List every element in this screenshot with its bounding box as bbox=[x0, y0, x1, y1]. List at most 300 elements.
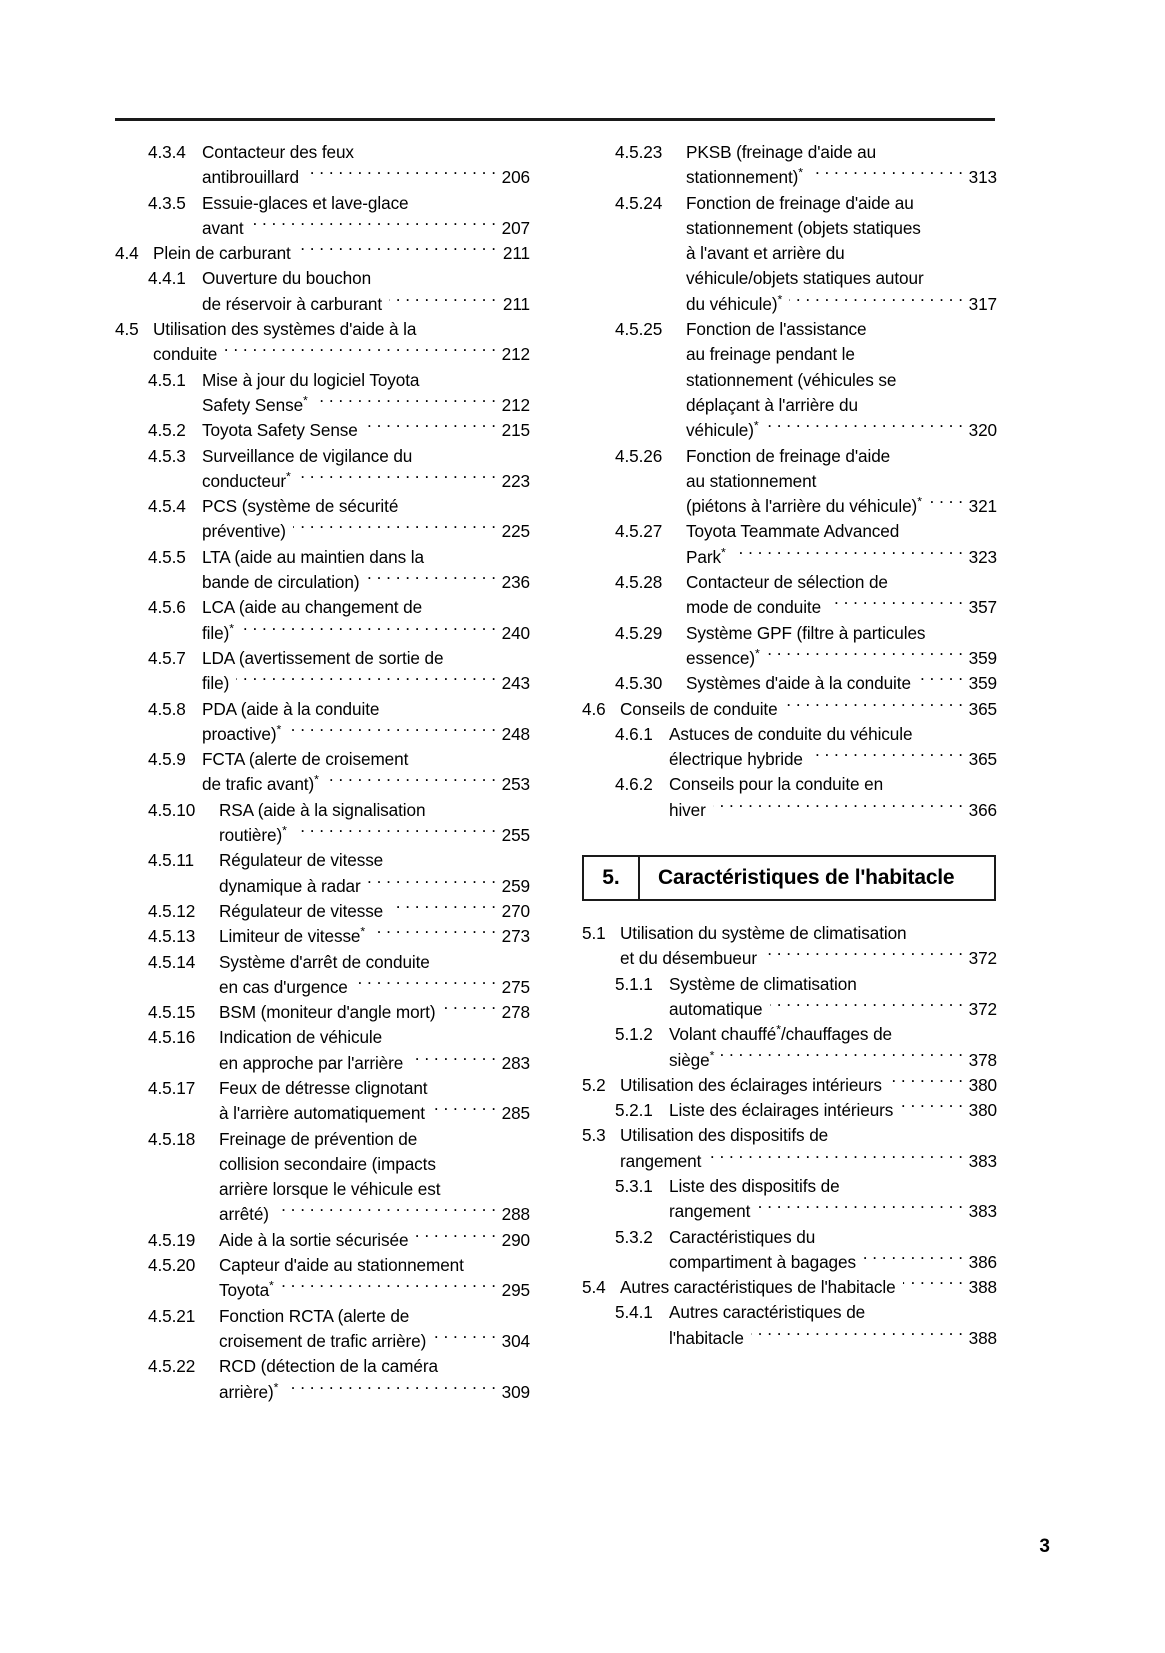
toc-entry[interactable] bbox=[615, 444, 997, 520]
toc-entry-title-line: Conseils pour la conduite en bbox=[669, 774, 884, 795]
toc-entry[interactable] bbox=[148, 444, 530, 495]
toc-entry-page-number: 273 bbox=[501, 926, 530, 947]
toc-entry[interactable] bbox=[582, 921, 997, 972]
footnote-asterisk: * bbox=[360, 924, 366, 939]
toc-entry[interactable] bbox=[148, 1253, 530, 1304]
toc-entry-last-line bbox=[686, 646, 997, 671]
toc-entry-page-number: 313 bbox=[968, 167, 997, 188]
toc-entry-title-line: file) bbox=[202, 673, 230, 694]
toc-entry-number: 4.5.2 bbox=[148, 420, 186, 441]
toc-entry[interactable] bbox=[615, 519, 997, 570]
toc-entry-title-line: Liste des dispositifs de bbox=[669, 1175, 840, 1196]
dot-leader bbox=[224, 343, 496, 360]
toc-entry-number: 5.3.2 bbox=[615, 1226, 653, 1247]
toc-entry-number: 4.5.24 bbox=[615, 192, 663, 213]
dot-leader bbox=[298, 470, 496, 487]
toc-entry[interactable] bbox=[615, 1022, 997, 1073]
toc-entry-page-number: 365 bbox=[968, 749, 997, 770]
toc-entry-number: 4.5.21 bbox=[148, 1305, 196, 1326]
toc-entry[interactable] bbox=[615, 1225, 997, 1276]
toc-entry-title-line: proactive)* bbox=[202, 722, 282, 744]
toc-entry-title-line: en approche par l'arrière bbox=[219, 1052, 404, 1073]
toc-entry-body bbox=[219, 1076, 530, 1127]
toc-entry-title-line: du véhicule)* bbox=[686, 292, 783, 314]
toc-entry[interactable] bbox=[582, 1073, 997, 1098]
toc-entry-title-line: Toyota Safety Sense bbox=[202, 420, 358, 441]
dot-leader bbox=[236, 672, 496, 689]
toc-entry-title-line: rangement bbox=[669, 1201, 751, 1222]
toc-entry-last-line bbox=[202, 469, 530, 494]
toc-right-entries-top bbox=[582, 140, 997, 823]
toc-entry-last-line bbox=[686, 292, 997, 317]
dot-leader bbox=[785, 697, 963, 714]
toc-entry-title-line: Fonction de l'assistance bbox=[686, 319, 867, 340]
toc-entry-page-number: 372 bbox=[968, 998, 997, 1019]
toc-entry-last-line bbox=[153, 241, 530, 266]
toc-entry[interactable] bbox=[148, 1354, 530, 1405]
toc-entry-number: 4.5.27 bbox=[615, 521, 663, 542]
toc-entry-number: 5.1 bbox=[582, 923, 606, 944]
toc-entry-title-line: stationnement (véhicules se bbox=[686, 369, 897, 390]
toc-entry-title-line: Park* bbox=[686, 545, 726, 567]
dot-leader bbox=[281, 1279, 496, 1296]
toc-entry-title-line: Toyota Teammate Advanced bbox=[686, 521, 900, 542]
footnote-asterisk: * bbox=[776, 1022, 781, 1037]
toc-entry-page-number: 380 bbox=[968, 1074, 997, 1095]
toc-entry[interactable] bbox=[148, 1076, 530, 1127]
toc-entry-body bbox=[219, 1304, 530, 1355]
toc-entry-body bbox=[686, 519, 997, 570]
toc-entry[interactable] bbox=[615, 191, 997, 317]
toc-entry-number: 4.5.3 bbox=[148, 445, 186, 466]
toc-entry-number: 5.1.2 bbox=[615, 1024, 653, 1045]
dot-leader bbox=[770, 998, 964, 1015]
toc-entry-title-line: conduite bbox=[153, 344, 218, 365]
toc-entry-page-number: 248 bbox=[501, 723, 530, 744]
toc-entry-body bbox=[219, 924, 530, 949]
toc-entry-title-line: antibrouillard bbox=[202, 167, 300, 188]
toc-entry-title-line: Caractéristiques du bbox=[669, 1226, 816, 1247]
toc-entry-number: 5.3 bbox=[582, 1125, 606, 1146]
toc-entry-page-number: 320 bbox=[968, 420, 997, 441]
toc-entry-title-line: arrière lorsque le véhicule est bbox=[219, 1179, 441, 1200]
toc-entry-number: 4.5.28 bbox=[615, 572, 663, 593]
dot-leader bbox=[889, 1074, 963, 1091]
toc-entry-last-line bbox=[202, 772, 530, 797]
toc-entry-title-line: Indication de véhicule bbox=[219, 1027, 383, 1048]
toc-entry-page-number: 236 bbox=[501, 572, 530, 593]
toc-entry-page-number: 383 bbox=[968, 1201, 997, 1222]
toc-entry[interactable] bbox=[148, 1127, 530, 1228]
dot-leader bbox=[415, 1229, 496, 1246]
toc-entry-last-line bbox=[686, 545, 997, 570]
toc-entry-title-line: Contacteur de sélection de bbox=[686, 572, 888, 593]
toc-entry[interactable] bbox=[148, 595, 530, 646]
toc-entry-body bbox=[669, 1174, 997, 1225]
toc-entry-title-line: bande de circulation) bbox=[202, 572, 360, 593]
toc-entry[interactable] bbox=[148, 899, 530, 924]
footnote-asterisk: * bbox=[798, 165, 804, 180]
toc-entry-last-line bbox=[686, 418, 997, 443]
toc-entry[interactable] bbox=[615, 972, 997, 1023]
toc-entry-number: 4.6 bbox=[582, 698, 606, 719]
toc-entry-title-line: Astuces de conduite du véhicule bbox=[669, 723, 913, 744]
toc-entry-number: 4.6.1 bbox=[615, 723, 653, 744]
toc-entry-page-number: 255 bbox=[501, 825, 530, 846]
page-number: 3 bbox=[1039, 1536, 1050, 1557]
footnote-asterisk: * bbox=[229, 620, 234, 635]
toc-entry-body bbox=[669, 1098, 997, 1123]
dot-leader bbox=[315, 394, 496, 411]
toc-entry-number: 4.5.7 bbox=[148, 647, 186, 668]
toc-entry-last-line bbox=[669, 1199, 997, 1224]
dot-leader bbox=[810, 166, 963, 183]
dot-leader bbox=[366, 571, 496, 588]
toc-entry-title-line: stationnement)* bbox=[686, 165, 804, 188]
toc-entry-page-number: 215 bbox=[501, 420, 530, 441]
dot-leader bbox=[389, 293, 496, 310]
toc-entry-body bbox=[202, 191, 530, 242]
toc-entry-number: 4.6.2 bbox=[615, 774, 653, 795]
toc-right-entries-bottom bbox=[582, 921, 997, 1351]
toc-entry-page-number: 225 bbox=[501, 521, 530, 542]
toc-entry-body bbox=[219, 950, 530, 1001]
toc-entry-title-line: Conseils de conduite bbox=[620, 698, 778, 719]
toc-entry-title-line: Mise à jour du logiciel Toyota bbox=[202, 369, 420, 390]
toc-entry-last-line bbox=[219, 975, 530, 1000]
toc-entry-number: 4.3.5 bbox=[148, 192, 186, 213]
toc-entry-number: 4.5.19 bbox=[148, 1229, 196, 1250]
toc-entry-title-line: Safety Sense* bbox=[202, 393, 308, 415]
toc-entry-last-line bbox=[219, 1380, 530, 1405]
toc-entry[interactable] bbox=[148, 1025, 530, 1076]
toc-entry-last-line bbox=[202, 722, 530, 747]
footnote-asterisk: * bbox=[282, 823, 287, 838]
toc-entry-title-line: véhicule)* bbox=[686, 418, 759, 441]
toc-entry-title-line: Utilisation des éclairages intérieurs bbox=[620, 1074, 882, 1095]
dot-leader bbox=[757, 1200, 963, 1217]
toc-entry-title-line: Utilisation des dispositifs de bbox=[620, 1125, 829, 1146]
dot-leader bbox=[365, 419, 496, 436]
toc-entry-body bbox=[219, 1354, 530, 1405]
toc-entry-body bbox=[686, 444, 997, 520]
toc-entry[interactable] bbox=[148, 266, 530, 317]
toc-entry-title-line: Régulateur de vitesse bbox=[219, 850, 384, 871]
toc-entry-page-number: 240 bbox=[501, 622, 530, 643]
footnote-asterisk: * bbox=[273, 1379, 279, 1394]
toc-entry-number: 4.5.15 bbox=[148, 1002, 196, 1023]
toc-entry-body bbox=[219, 1228, 530, 1253]
toc-entry-page-number: 211 bbox=[502, 293, 530, 314]
dot-leader bbox=[326, 773, 496, 790]
toc-entry-title-line: LCA (aide au changement de bbox=[202, 597, 423, 618]
toc-entry-title-line: à l'avant et arrière du bbox=[686, 243, 845, 264]
toc-entry-body bbox=[202, 595, 530, 646]
toc-entry-title-line: Feux de détresse clignotant bbox=[219, 1077, 428, 1098]
toc-entry-title-line: dynamique à radar bbox=[219, 875, 361, 896]
toc-entry-title-line: arrière)* bbox=[219, 1379, 279, 1402]
toc-entry-title-line: et du désembueur bbox=[620, 948, 757, 969]
toc-entry[interactable] bbox=[148, 924, 530, 949]
toc-entry[interactable] bbox=[148, 545, 530, 596]
toc-entry-title-line: Liste des éclairages intérieurs bbox=[669, 1100, 894, 1121]
toc-entry-body bbox=[219, 899, 530, 924]
dot-leader bbox=[293, 520, 496, 537]
toc-entry-last-line bbox=[153, 342, 530, 367]
toc-entry-last-line bbox=[620, 697, 997, 722]
toc-entry-page-number: 323 bbox=[968, 546, 997, 567]
toc-entry-number: 4.5.17 bbox=[148, 1077, 196, 1098]
toc-entry[interactable] bbox=[615, 570, 997, 621]
toc-entry-last-line bbox=[219, 823, 530, 848]
toc-entry-number: 4.5.30 bbox=[615, 673, 663, 694]
toc-entry-number: 4.5.11 bbox=[148, 850, 194, 871]
toc-entry-last-line bbox=[219, 924, 530, 949]
toc-entry-body bbox=[202, 266, 530, 317]
dot-leader bbox=[288, 723, 496, 740]
toc-entry-page-number: 253 bbox=[501, 774, 530, 795]
toc-entry-number: 4.5.8 bbox=[148, 698, 186, 719]
dot-leader bbox=[764, 947, 963, 964]
toc-entry-title-line: de trafic avant)* bbox=[202, 772, 319, 795]
toc-entry[interactable] bbox=[615, 1098, 997, 1123]
toc-entry-title-line: RSA (aide à la signalisation bbox=[219, 799, 426, 820]
dot-leader bbox=[298, 242, 496, 259]
toc-entry-number: 4.5.22 bbox=[148, 1356, 196, 1377]
toc-entry-body bbox=[202, 444, 530, 495]
toc-entry-last-line bbox=[620, 946, 997, 971]
toc-entry-number: 5.2 bbox=[582, 1074, 606, 1095]
toc-entry-title-line: stationnement (objets statiques bbox=[686, 217, 921, 238]
toc-entry-last-line bbox=[669, 997, 997, 1022]
toc-entry-body bbox=[219, 848, 530, 899]
toc-entry-page-number: 223 bbox=[501, 470, 530, 491]
toc-entry[interactable] bbox=[148, 848, 530, 899]
toc-entry-title-line: BSM (moniteur d'angle mort) bbox=[219, 1002, 436, 1023]
toc-entry-page-number: 378 bbox=[968, 1049, 997, 1070]
toc-entry-last-line bbox=[202, 418, 530, 443]
toc-entry-number: 4.5.12 bbox=[148, 900, 196, 921]
toc-entry-page-number: 372 bbox=[968, 948, 997, 969]
toc-entry-last-line bbox=[669, 798, 997, 823]
dot-leader bbox=[368, 874, 496, 891]
toc-entry[interactable] bbox=[615, 671, 997, 696]
toc-entry[interactable] bbox=[148, 368, 530, 419]
toc-entry-page-number: 275 bbox=[501, 976, 530, 997]
toc-entry-body bbox=[620, 1073, 997, 1098]
toc-entry-body bbox=[686, 140, 997, 191]
toc-entry-number: 4.4 bbox=[115, 243, 139, 264]
toc-entry-body bbox=[219, 1025, 530, 1076]
dot-leader bbox=[713, 799, 963, 816]
toc-entry-title-line: Fonction de freinage d'aide au bbox=[686, 192, 914, 213]
toc-entry-title-line: déplaçant à l'arrière du bbox=[686, 394, 858, 415]
toc-entry-last-line bbox=[219, 1278, 530, 1303]
toc-entry[interactable] bbox=[615, 722, 997, 773]
toc-entry-number: 4.4.1 bbox=[148, 268, 186, 289]
toc-entry-last-line bbox=[219, 1329, 530, 1354]
dot-leader bbox=[929, 495, 963, 512]
dot-leader bbox=[410, 1052, 496, 1069]
dot-leader bbox=[276, 1203, 496, 1220]
toc-entry-body bbox=[202, 494, 530, 545]
toc-entry-last-line bbox=[686, 165, 997, 190]
toc-entry-page-number: 285 bbox=[501, 1103, 530, 1124]
dot-leader bbox=[390, 900, 496, 917]
toc-entry[interactable] bbox=[115, 317, 530, 368]
toc-entry-number: 4.5.5 bbox=[148, 546, 186, 567]
toc-entry[interactable] bbox=[582, 1123, 997, 1174]
toc-entry-number: 5.4 bbox=[582, 1277, 606, 1298]
toc-entry-page-number: 388 bbox=[968, 1327, 997, 1348]
footnote-asterisk: * bbox=[303, 393, 308, 408]
toc-entry-last-line bbox=[620, 1073, 997, 1098]
toc-entry-body bbox=[202, 697, 530, 748]
dot-leader bbox=[751, 1327, 963, 1344]
toc-entry-last-line bbox=[202, 393, 530, 418]
toc-entry-title-line: Système GPF (filtre à particules bbox=[686, 622, 926, 643]
toc-entry[interactable] bbox=[615, 1174, 997, 1225]
toc-entry-number: 4.5.1 bbox=[148, 369, 186, 390]
footnote-asterisk: * bbox=[709, 1047, 715, 1062]
toc-entry[interactable] bbox=[148, 1304, 530, 1355]
toc-entry-body bbox=[669, 1225, 997, 1276]
toc-entry-title-line: RCD (détection de la caméra bbox=[219, 1356, 438, 1377]
toc-entry-title-line: Autres caractéristiques de bbox=[669, 1302, 866, 1323]
toc-entry-title-line: mode de conduite bbox=[686, 597, 822, 618]
toc-entry-last-line bbox=[686, 671, 997, 696]
toc-entry-page-number: 212 bbox=[501, 344, 530, 365]
toc-entry-last-line bbox=[686, 494, 997, 519]
dot-leader bbox=[442, 1001, 496, 1018]
toc-entry[interactable] bbox=[148, 646, 530, 697]
toc-entry[interactable] bbox=[148, 697, 530, 748]
toc-entry[interactable] bbox=[148, 1000, 530, 1025]
toc-entry-page-number: 243 bbox=[501, 673, 530, 694]
toc-entry-body bbox=[686, 191, 997, 317]
toc-entry-number: 5.4.1 bbox=[615, 1302, 653, 1323]
toc-entry-number: 4.5 bbox=[115, 319, 139, 340]
toc-entry-number: 4.5.25 bbox=[615, 319, 663, 340]
toc-entry-last-line bbox=[669, 1098, 997, 1123]
toc-entry[interactable] bbox=[148, 1228, 530, 1253]
toc-entry[interactable] bbox=[582, 697, 997, 722]
toc-entry-title-line: Capteur d'aide au stationnement bbox=[219, 1255, 464, 1276]
toc-columns bbox=[115, 140, 997, 1405]
toc-entry-last-line bbox=[669, 1326, 997, 1351]
toc-entry-title-line: en cas d'urgence bbox=[219, 976, 348, 997]
toc-entry[interactable] bbox=[148, 140, 530, 191]
toc-entry-last-line bbox=[202, 165, 530, 190]
toc-entry-title-line: Fonction RCTA (alerte de bbox=[219, 1305, 410, 1326]
toc-entry-number: 4.5.4 bbox=[148, 496, 186, 517]
toc-entry-title-line: LTA (aide au maintien dans la bbox=[202, 546, 424, 567]
toc-entry[interactable] bbox=[148, 191, 530, 242]
toc-entry-body bbox=[219, 798, 530, 849]
toc-entry-title-line: Ouverture du bouchon bbox=[202, 268, 372, 289]
toc-entry-title-line: Aide à la sortie sécurisée bbox=[219, 1229, 409, 1250]
dot-leader bbox=[708, 1150, 963, 1167]
footnote-asterisk: * bbox=[276, 722, 282, 737]
toc-entry-body bbox=[219, 1127, 530, 1228]
toc-entry-page-number: 283 bbox=[501, 1052, 530, 1073]
toc-entry-page-number: 359 bbox=[968, 673, 997, 694]
toc-entry-last-line bbox=[202, 519, 530, 544]
toc-entry[interactable] bbox=[148, 494, 530, 545]
toc-entry[interactable] bbox=[582, 1275, 997, 1300]
toc-entry[interactable] bbox=[148, 747, 530, 798]
toc-entry-title-line: Systèmes d'aide à la conduite bbox=[686, 673, 911, 694]
dot-leader bbox=[903, 1276, 963, 1293]
toc-entry[interactable] bbox=[615, 317, 997, 443]
toc-entry-last-line bbox=[669, 1048, 997, 1073]
toc-entry-title-line: Toyota* bbox=[219, 1278, 274, 1301]
toc-entry-page-number: 259 bbox=[501, 875, 530, 896]
toc-entry-body bbox=[202, 418, 530, 443]
dot-leader bbox=[810, 748, 963, 765]
toc-entry-title-line: Essuie-glaces et lave-glace bbox=[202, 192, 409, 213]
toc-entry-title-line: au stationnement bbox=[686, 470, 817, 491]
toc-entry-title-line: Autres caractéristiques de l'habitacle bbox=[620, 1277, 896, 1298]
dot-leader bbox=[306, 166, 496, 183]
toc-entry-number: 4.5.18 bbox=[148, 1128, 196, 1149]
toc-entry[interactable] bbox=[615, 140, 997, 191]
toc-entry-body bbox=[202, 368, 530, 419]
toc-entry-body bbox=[620, 921, 997, 972]
dot-leader bbox=[767, 647, 963, 664]
dot-leader bbox=[900, 1099, 963, 1116]
toc-entry-page-number: 317 bbox=[968, 293, 997, 314]
toc-left-column bbox=[115, 140, 530, 1405]
toc-entry[interactable] bbox=[148, 418, 530, 443]
toc-entry-title-line: arrêté) bbox=[219, 1204, 269, 1225]
toc-entry[interactable] bbox=[115, 241, 530, 266]
toc-entry-last-line bbox=[202, 621, 530, 646]
toc-entry[interactable] bbox=[148, 950, 530, 1001]
toc-entry-title-line: siège* bbox=[669, 1047, 715, 1070]
toc-entry-page-number: 290 bbox=[501, 1229, 530, 1250]
toc-entry-body bbox=[153, 241, 530, 266]
toc-entry-title-line: de réservoir à carburant bbox=[202, 293, 383, 314]
toc-entry[interactable] bbox=[615, 621, 997, 672]
toc-entry-title-line: Freinage de prévention de bbox=[219, 1128, 418, 1149]
chapter-number: 5. bbox=[584, 857, 640, 899]
toc-entry[interactable] bbox=[615, 1300, 997, 1351]
toc-entry-title-line: Fonction de freinage d'aide bbox=[686, 445, 891, 466]
dot-leader bbox=[721, 1048, 963, 1065]
toc-entry-page-number: 270 bbox=[501, 900, 530, 921]
toc-entry-number: 4.5.13 bbox=[148, 926, 196, 947]
toc-entry-body bbox=[219, 1000, 530, 1025]
footnote-asterisk: * bbox=[753, 418, 759, 433]
toc-entry[interactable] bbox=[148, 798, 530, 849]
dot-leader bbox=[789, 293, 963, 310]
toc-entry-body bbox=[686, 621, 997, 672]
toc-entry-number: 4.5.16 bbox=[148, 1027, 196, 1048]
toc-entry-page-number: 366 bbox=[968, 799, 997, 820]
toc-entry-page-number: 211 bbox=[502, 243, 530, 264]
toc-entry-body bbox=[686, 317, 997, 443]
toc-entry-last-line bbox=[669, 747, 997, 772]
toc-entry-title-line: Système de climatisation bbox=[669, 973, 857, 994]
toc-entry-title-line: conducteur* bbox=[202, 469, 291, 491]
header-rule bbox=[115, 118, 995, 121]
toc-entry-number: 4.5.23 bbox=[615, 142, 663, 162]
dot-leader bbox=[251, 217, 496, 234]
toc-entry-title-line: électrique hybride bbox=[669, 749, 803, 770]
toc-entry[interactable] bbox=[615, 772, 997, 823]
toc-entry-body bbox=[219, 1253, 530, 1304]
